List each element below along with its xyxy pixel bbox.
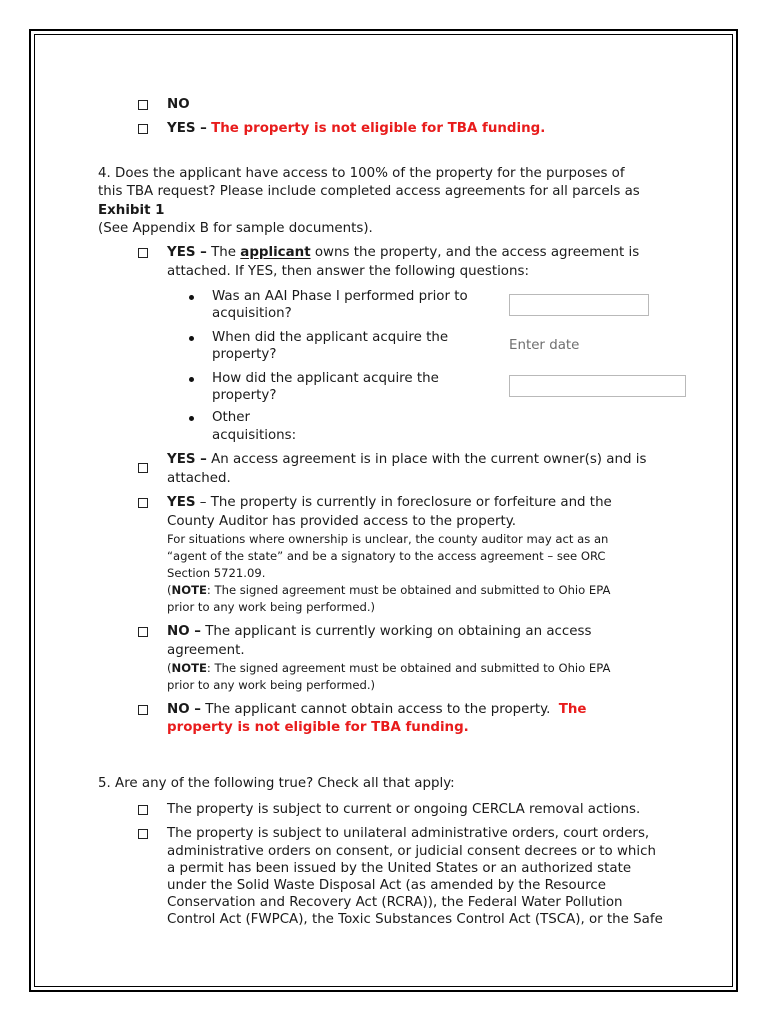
q5-question: 5. Are any of the following true? Check all that apply: [98, 776, 455, 791]
how-question-line2: property? [212, 388, 277, 403]
aai-question-line2: acquisition? [212, 306, 292, 321]
q3-no-checkbox[interactable] [138, 100, 148, 110]
aai-question-line1: Was an AAI Phase I performed prior to [212, 289, 468, 304]
q4-owner-line2: attached. If YES, then answer the following questions: [167, 264, 529, 279]
q4-owner-rest: owns the property, and the access agreement is [314, 245, 640, 260]
q5-opt2-line6: Control Act (FWPCA), the Toxic Substances Control Act (TSCA), or the Safe [167, 912, 663, 927]
q4-owner-the: The [211, 245, 237, 260]
note-label: NOTE [171, 583, 207, 597]
bullet-icon [189, 336, 194, 341]
q5-opt1-checkbox[interactable] [138, 805, 148, 815]
q4-working-line1 [167, 623, 591, 641]
note-paren: ( [167, 661, 172, 675]
note-text: : The signed agreement must be obtained and submitted to Ohio EPA [206, 583, 611, 597]
q4-cannot-red-start: The [558, 702, 587, 717]
bullet-icon [189, 377, 194, 382]
foreclosure-note-line2: prior to any work being performed.) [167, 600, 376, 614]
q3-yes-option [167, 120, 545, 138]
when-question-line1: When did the applicant acquire the [212, 330, 449, 345]
how-answer-field[interactable] [509, 375, 686, 397]
q4-see-appendix: (See Appendix B for sample documents). [98, 221, 373, 236]
q4-working-no: NO – [167, 624, 201, 639]
q5-opt2-line3: a permit has been issued by the United States or an authorized state [167, 861, 632, 876]
q4-foreclosure-rest: – The property is currently in foreclosure or forfeiture and the [199, 495, 612, 510]
q4-agreement-rest: An access agreement is in place with the current owner(s) and is [211, 452, 647, 467]
q4-owner-yes: YES – [167, 245, 207, 260]
q4-cannot-no: NO – [167, 702, 201, 717]
q4-agreement-checkbox[interactable] [138, 463, 148, 473]
q3-yes-checkbox[interactable] [138, 124, 148, 134]
q4-foreclosure-line2: County Auditor has provided access to the property. [167, 514, 516, 529]
other-label-line1: Other [212, 410, 251, 425]
q4-agreement-line1 [167, 451, 646, 469]
working-note-line2: prior to any work being performed.) [167, 678, 376, 692]
q5-opt2-line4: under the Solid Waste Disposal Act (as amended by the Resource [167, 878, 607, 893]
q5-opt2-line2: administrative orders on consent, or judicial consent decrees or to which [167, 844, 656, 859]
q4-working-rest: The applicant is currently working on obtaining an access [205, 624, 592, 639]
q4-agreement-yes: YES – [167, 452, 207, 467]
q3-yes-note: The property is not eligible for TBA funding. [211, 121, 546, 136]
bullet-icon [189, 416, 194, 421]
q3-no-label: NO [167, 97, 190, 112]
foreclosure-small-line3: Section 5721.09. [167, 566, 266, 580]
note-label: NOTE [171, 661, 207, 675]
q5-opt1-label: The property is subject to current or ongoing CERCLA removal actions. [167, 802, 641, 817]
q5-opt2-line5: Conservation and Recovery Act (RCRA)), the Federal Water Pollution [167, 895, 623, 910]
q4-owner-checkbox[interactable] [138, 248, 148, 258]
q4-cannot-line2: property is not eligible for TBA funding. [167, 720, 469, 735]
q4-owner-applicant: applicant [240, 245, 311, 260]
q4-agreement-line2: attached. [167, 471, 231, 486]
q4-working-line2: agreement. [167, 643, 245, 658]
other-label-line2: acquisitions: [212, 428, 297, 443]
q4-foreclosure-yes: YES [167, 495, 196, 510]
q5-opt2-line1: The property is subject to unilateral administrative orders, court orders, [167, 826, 650, 841]
working-note-line1 [167, 660, 610, 677]
q4-question-line1: 4. Does the applicant have access to 100% of the property for the purposes of [98, 166, 625, 181]
how-question-line1: How did the applicant acquire the [212, 371, 439, 386]
q4-foreclosure-checkbox[interactable] [138, 498, 148, 508]
q4-cannot-rest: The applicant cannot obtain access to the property. [205, 702, 551, 717]
q4-working-checkbox[interactable] [138, 627, 148, 637]
q4-owner-line1 [167, 244, 639, 262]
when-question-line2: property? [212, 347, 277, 362]
q4-cannot-line1 [167, 701, 586, 719]
date-input[interactable]: Enter date [509, 338, 580, 353]
foreclosure-small-line1: For situations where ownership is unclear, the county auditor may act as an [167, 532, 609, 546]
aai-answer-field[interactable] [509, 294, 649, 316]
q4-foreclosure-line1 [167, 494, 612, 512]
q5-opt2-checkbox[interactable] [138, 829, 148, 839]
note-paren: ( [167, 583, 172, 597]
q3-yes-label: YES – [167, 121, 207, 136]
q4-exhibit-label: Exhibit 1 [98, 203, 165, 218]
q4-question-line2: this TBA request? Please include completed access agreements for all parcels as [98, 184, 640, 199]
note-text: : The signed agreement must be obtained and submitted to Ohio EPA [206, 661, 611, 675]
foreclosure-small-line2: “agent of the state” and be a signatory to the access agreement – see ORC [167, 549, 606, 563]
q4-cannot-checkbox[interactable] [138, 705, 148, 715]
foreclosure-note-line1 [167, 582, 610, 599]
bullet-icon [189, 295, 194, 300]
